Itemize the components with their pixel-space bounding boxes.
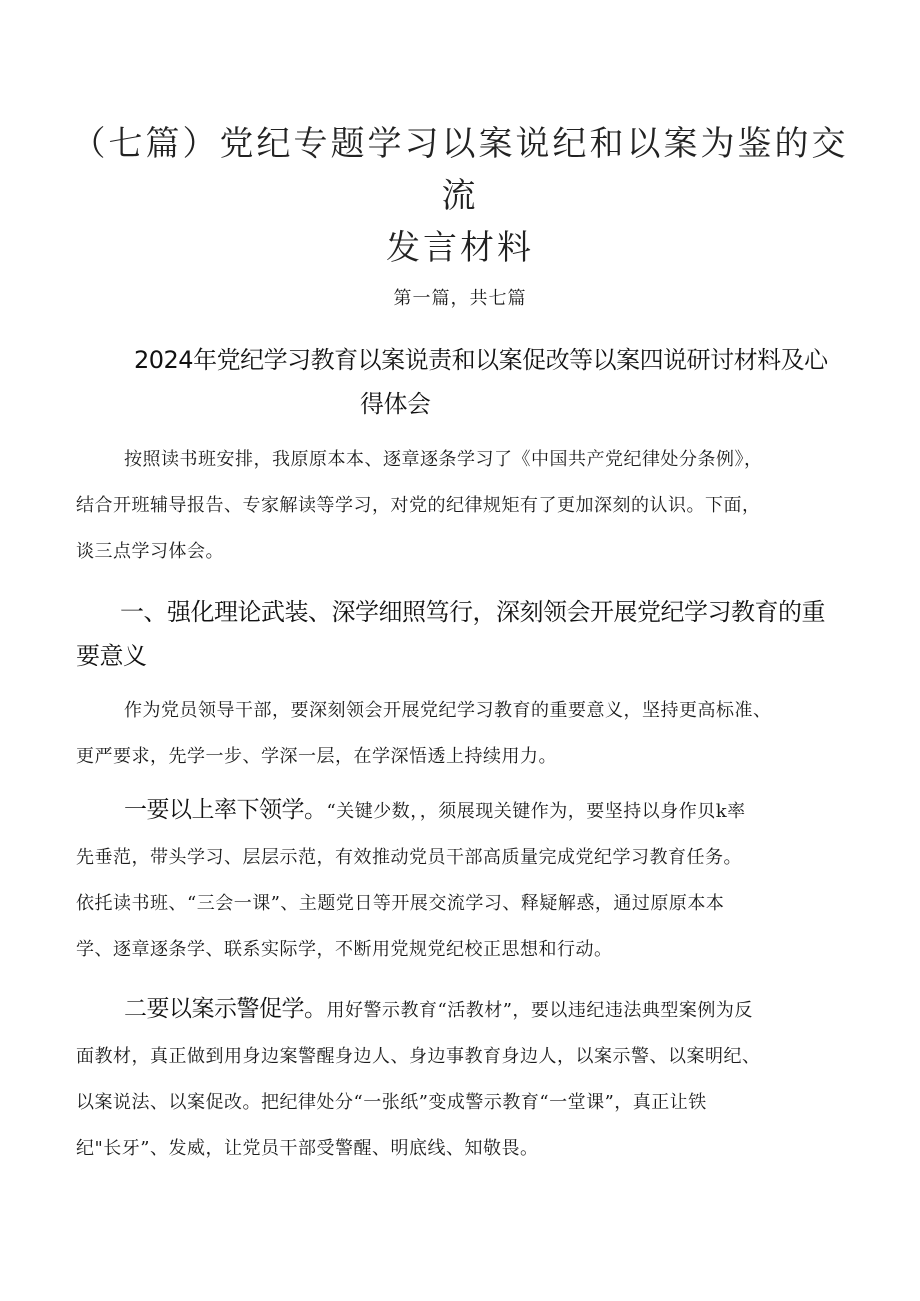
- section-1-heading-line-1: 一、强化理论武装、深学细照笃行，深刻领会开展党纪学习教育的重: [120, 598, 825, 626]
- point-2-line-1-text: 用好警示教育“活教材”，要以违纪违法典型案例为反: [326, 1000, 753, 1021]
- section-1-heading-line-2: 要意义: [76, 642, 147, 670]
- section-1-paragraph: [76, 688, 876, 780]
- point-2-line-3: 以案说法、以案促改。把纪律处分“一张纸”变成警示教育“一堂课”，真正让铁: [76, 1092, 707, 1113]
- point-2-lead: 二要以案示警促学。: [124, 996, 327, 1022]
- part-indicator: 第一篇，共七篇: [393, 288, 527, 309]
- point-1-lead: 一要以上率下领学。: [124, 797, 327, 823]
- intro-line-1: 按照读书班安排，我原原本本、逐章逐条学习了《中国共产党纪律处分条例》，: [124, 449, 763, 470]
- section-1-para-line-2: 更严要求，先学一步、学深一层，在学深悟透上持续用力。: [76, 746, 557, 767]
- article-title: [100, 338, 880, 426]
- intro-paragraph: [76, 437, 876, 575]
- point-1-line-1-text: “关键少数，，须展现关键作为，要坚持以身作贝k率: [326, 801, 746, 822]
- document-title-line-2: 发言材料: [386, 228, 534, 268]
- document-title: [60, 118, 860, 274]
- point-2-line-1: [76, 986, 876, 1034]
- point-1-line-1: [76, 787, 876, 835]
- section-1-para-line-1: 作为党员领导干部，要深刻领会开展党纪学习教育的重要意义，坚持更高标准、: [124, 700, 772, 721]
- intro-line-2: 结合开班辅导报告、专家解读等学习，对党的纪律规矩有了更加深刻的认识。下面，: [76, 495, 761, 516]
- article-title-line-1: 2024年党纪学习教育以案说责和以案促改等以案四说研讨材料及心: [134, 346, 828, 374]
- article-title-line-2: 得体会: [360, 390, 431, 418]
- point-2-line-2: 面教材，真正做到用身边案警醒身边人、身边事教育身边人，以案示警、以案明纪、: [76, 1046, 761, 1067]
- point-2-paragraph: [76, 986, 876, 1172]
- document-title-line-1: （七篇）党纪专题学习以案说纪和以案为鉴的交流: [71, 124, 849, 216]
- section-1-heading: [76, 590, 876, 678]
- point-1-paragraph: [76, 787, 876, 973]
- point-1-line-2: 先垂范，带头学习、层层示范，有效推动党员干部高质量完成党纪学习教育任务。: [76, 847, 742, 868]
- point-1-line-3: 依托读书班、“三会一课”、主题党日等开展交流学习、释疑解惑，通过原原本本: [76, 893, 725, 914]
- point-2-line-4: 纪"长牙”、发威，让党员干部受警醒、明底线、知敬畏。: [76, 1138, 539, 1159]
- intro-line-3: 谈三点学习体会。: [76, 541, 224, 562]
- point-1-line-4: 学、逐章逐条学、联系实际学，不断用党规党纪校正思想和行动。: [76, 939, 613, 960]
